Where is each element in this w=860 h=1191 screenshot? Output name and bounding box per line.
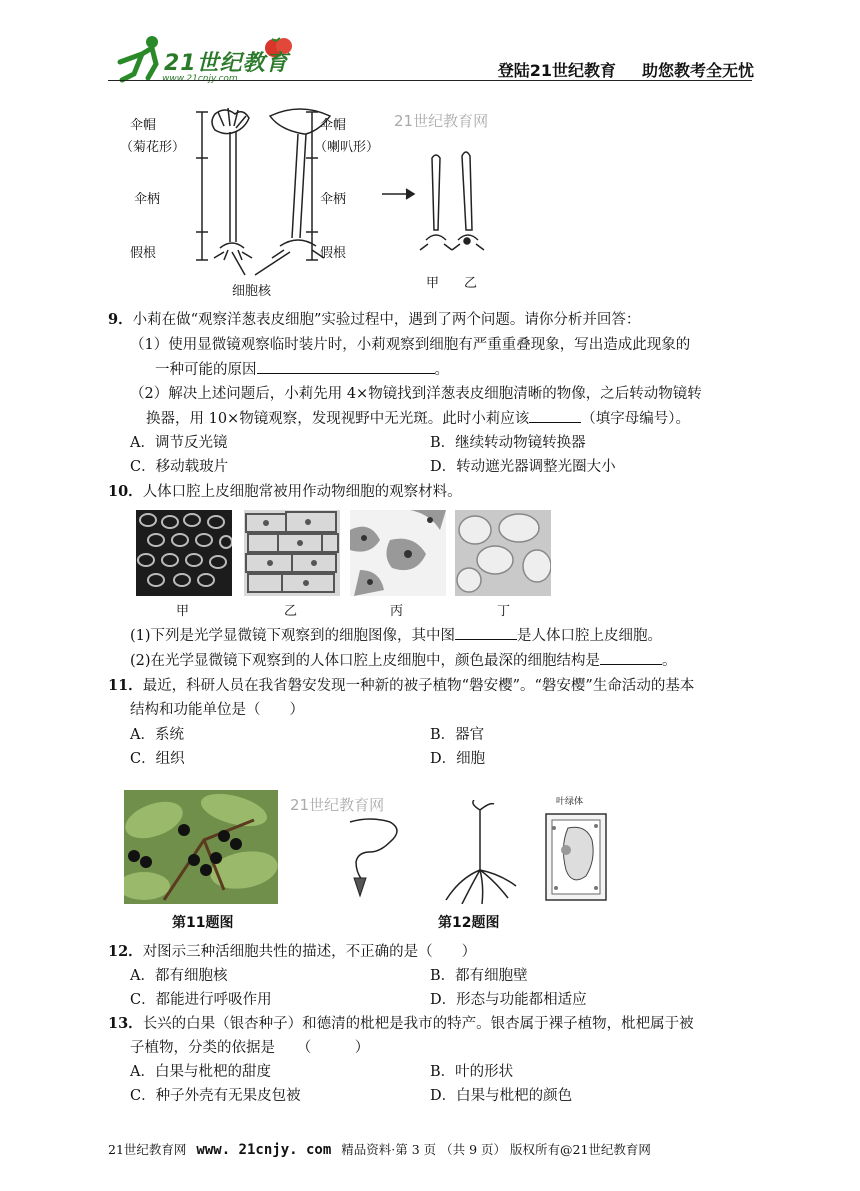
- q13-option-a[interactable]: A．白果与枇杷的甜度: [130, 1064, 271, 1080]
- watermark-mid: 21世纪教育网: [290, 796, 385, 814]
- q9-part1-line2: [155, 359, 449, 380]
- acetabularia-figure: [120, 100, 520, 300]
- q13-stem-line2: 子植物，分类的依据是 （ ）: [130, 1040, 370, 1056]
- q9-answer-blank-2[interactable]: [529, 408, 581, 423]
- q9-option-c[interactable]: C．移动载玻片: [130, 459, 229, 475]
- label-jia: 甲: [426, 276, 440, 291]
- label-nucleus: 细胞核: [232, 284, 272, 299]
- page-footer: [108, 1140, 651, 1158]
- cell-label-yi: 乙: [284, 604, 298, 619]
- q10-part1-end: 是人体口腔上皮细胞。: [517, 628, 663, 644]
- logo-text: 21世纪教育: [164, 51, 289, 76]
- cherry-plant-photo: [124, 790, 278, 904]
- q9-answer-blank-1[interactable]: [257, 359, 435, 374]
- q11-option-c[interactable]: C．组织: [130, 751, 185, 767]
- label-root-1: 假根: [130, 246, 157, 261]
- q12-option-a[interactable]: A．都有细胞核: [130, 968, 228, 984]
- q13-option-b[interactable]: B．叶的形状: [430, 1064, 514, 1080]
- cell-label-bing: 丙: [390, 604, 404, 619]
- slogan-right: 助您教考全无忧: [641, 61, 754, 80]
- label-cap-1-shape: （菊花形）: [120, 140, 186, 155]
- label-cap-1: 伞帽: [130, 118, 157, 133]
- q10-part2-end: 。: [662, 653, 677, 669]
- q9-number: 9．: [108, 311, 133, 328]
- q13-number: 13．: [108, 1015, 143, 1032]
- q10-part2-text: (2)在光学显微镜下观察到的人体口腔上皮细胞中，颜色最深的细胞结构是: [130, 653, 601, 669]
- footer-url[interactable]: www. 21cnjy. com: [196, 1142, 332, 1158]
- q10-part2: [130, 650, 677, 671]
- q13-stem-line1: [108, 1014, 694, 1034]
- sperm-cell-drawing: [340, 812, 430, 898]
- q13-option-d[interactable]: D．白果与枇杷的颜色: [430, 1088, 573, 1104]
- q10-answer-blank-2[interactable]: [600, 650, 662, 665]
- q9-part2-end: （填字母编号）。: [581, 411, 690, 427]
- label-cap-2-shape: （喇叭形）: [314, 140, 380, 155]
- q11-option-d[interactable]: D．细胞: [430, 751, 486, 767]
- q9-option-d[interactable]: D．转动遮光器调整光圈大小: [430, 459, 616, 475]
- cell-image-yi: [244, 510, 340, 596]
- cell-label-jia: 甲: [176, 604, 190, 619]
- q9-part1-line1: （1）使用显微镜观察临时装片时，小莉观察到细胞有严重重叠现象，写出造成此现象的: [130, 337, 691, 353]
- cell-label-ding: 丁: [497, 604, 511, 619]
- q9-stem-text: 小莉在做“观察洋葱表皮细胞”实验过程中，遇到了两个问题。请你分析并回答：: [132, 312, 641, 328]
- q11-option-b[interactable]: B．器官: [430, 727, 485, 743]
- q11-stem-line1: [108, 676, 694, 696]
- q10-answer-blank-1[interactable]: [455, 625, 517, 640]
- q13-option-c[interactable]: C．种子外壳有无果皮包被: [130, 1088, 301, 1104]
- q12-stem: [108, 942, 476, 962]
- caption-q12-figure: 第12题图: [438, 915, 500, 931]
- label-stalk-2: 伞柄: [320, 192, 347, 207]
- q9-option-a[interactable]: A．调节反光镜: [130, 435, 228, 451]
- label-stalk-1: 伞柄: [134, 192, 161, 207]
- q9-option-b[interactable]: B．继续转动物镜转换器: [430, 435, 586, 451]
- cell-image-ding: [455, 510, 551, 596]
- q12-option-c[interactable]: C．都能进行呼吸作用: [130, 992, 272, 1008]
- q10-stem: [108, 482, 462, 502]
- q9-part2-line1: （2）解决上述问题后，小莉先用 4×物镜找到洋葱表皮细胞清晰的物像，之后转动物镜转: [130, 386, 702, 402]
- q9-part1-end: 。: [434, 362, 449, 378]
- header-slogan: [498, 58, 754, 81]
- q10-part1: [130, 625, 662, 646]
- slogan-left: 登陆21世纪教育: [497, 61, 616, 80]
- root-hair-cell-drawing: [440, 800, 520, 904]
- q12-stem-text: 对图示三种活细胞共性的描述，不正确的是（ ）: [142, 944, 477, 960]
- q12-option-d[interactable]: D．形态与功能都相适应: [430, 992, 587, 1008]
- q13-stem-text: 长兴的白果（银杏种子）和德清的枇杷是我市的特产。银杏属于裸子植物，枇杷属于被: [142, 1016, 694, 1032]
- footer-info: 精品资料·第 3 页 （共 9 页） 版权所有@21世纪教育网: [341, 1142, 651, 1157]
- q10-part1-text: (1)下列是光学显微镜下观察到的细胞图像，其中图: [130, 628, 456, 644]
- q9-part2-line2: [146, 408, 690, 429]
- cell-image-bing: [350, 510, 446, 596]
- plant-cell-drawing: [540, 798, 614, 902]
- label-root-2: 假根: [320, 246, 347, 261]
- q11-number: 11．: [108, 677, 143, 694]
- q11-stem-text: 最近，科研人员在我省磐安发现一种新的被子植物“磐安樱”。“磐安樱”生命活动的基本: [142, 678, 695, 694]
- q11-stem-line2: 结构和功能单位是（ ）: [130, 702, 304, 718]
- q10-stem-text: 人体口腔上皮细胞常被用作动物细胞的观察材料。: [142, 484, 462, 500]
- label-yi: 乙: [464, 276, 478, 291]
- label-cap-2: 伞帽: [320, 118, 347, 133]
- site-logo[interactable]: [112, 30, 312, 85]
- caption-q11-figure: 第11题图: [172, 915, 234, 931]
- watermark-top: 21世纪教育网: [394, 112, 489, 130]
- q9-part1-text: 一种可能的原因: [155, 362, 257, 378]
- footer-site: 21世纪教育网: [108, 1142, 187, 1157]
- q10-number: 10．: [108, 483, 143, 500]
- q9-stem: [108, 310, 640, 330]
- q12-option-b[interactable]: B．都有细胞壁: [430, 968, 528, 984]
- cell-image-jia: [136, 510, 232, 596]
- q9-part2-text: 换器，用 10×物镜观察，发现视野中无光斑。此时小莉应该: [146, 411, 530, 427]
- label-chloroplast: 叶绿体: [556, 794, 583, 807]
- logo-url: www.21cnjy.com: [162, 74, 238, 84]
- q12-number: 12．: [108, 943, 143, 960]
- header-divider: [108, 80, 752, 81]
- q11-option-a[interactable]: A．系统: [130, 727, 184, 743]
